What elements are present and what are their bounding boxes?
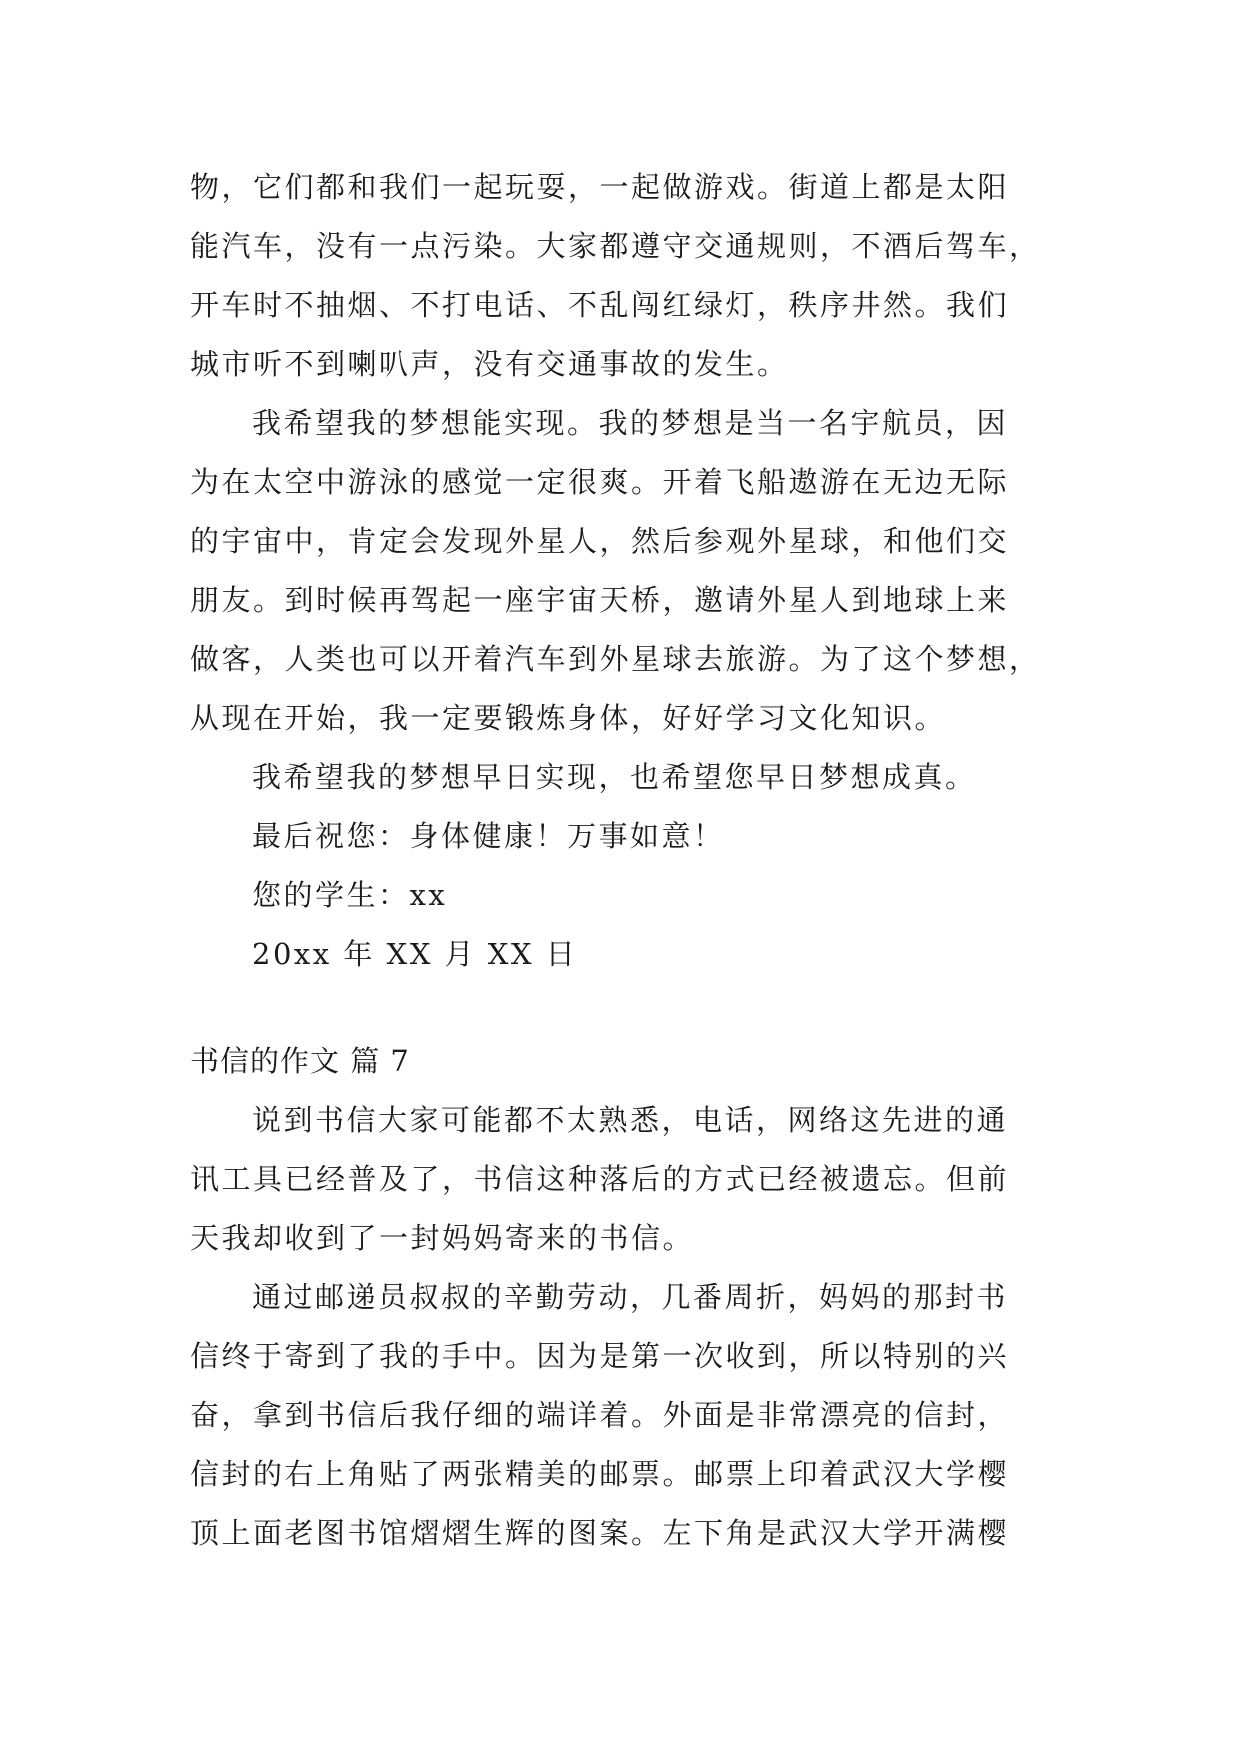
text-line: 我希望我的梦想能实现。我的梦想是当一名宇航员，因: [252, 406, 1009, 440]
text-line: 城市听不到喇叭声，没有交通事故的发生。: [190, 347, 789, 381]
closing-wish: 我希望我的梦想早日实现，也希望您早日梦想成真。: [252, 760, 977, 794]
section-spacer: [190, 984, 1060, 1032]
paragraph-continuation: [190, 158, 1060, 394]
text-line: 从现在开始，我一定要锻炼身体，好好学习文化知识。: [190, 701, 947, 735]
letter-closing: [190, 748, 1060, 984]
text-line: 信封的右上角贴了两张精美的邮票。邮票上印着武汉大学樱: [190, 1457, 1010, 1491]
text-line: 的宇宙中，肯定会发现外星人，然后参观外星球，和他们交: [190, 524, 1010, 558]
text-line: 朋友。到时候再驾起一座宇宙天桥，邀请外星人到地球上来: [190, 583, 1010, 617]
text-line: 信终于寄到了我的手中。因为是第一次收到，所以特别的兴: [190, 1339, 1010, 1373]
essay-paragraph-2: [190, 1268, 1060, 1563]
text-line: 物，它们都和我们一起玩耍，一起做游戏。街道上都是太阳: [190, 170, 1010, 204]
text-line: 天我却收到了一封妈妈寄来的书信。: [190, 1221, 695, 1255]
text-line: 开车时不抽烟、不打电话、不乱闯红绿灯，秩序井然。我们: [190, 288, 1010, 322]
closing-blessing: 最后祝您：身体健康！万事如意！: [252, 819, 725, 853]
text-line: 做客，人类也可以开着汽车到外星球去旅游。为了这个梦想，: [190, 642, 1041, 676]
text-line: 奋，拿到书信后我仔细的端详着。外面是非常漂亮的信封，: [190, 1398, 1010, 1432]
document-body: [190, 158, 1060, 1563]
text-line: 能汽车，没有一点污染。大家都遵守交通规则，不酒后驾车，: [190, 229, 1041, 263]
text-line: 说到书信大家可能都不太熟悉，电话，网络这先进的通: [252, 1103, 1009, 1137]
text-line: 讯工具已经普及了，书信这种落后的方式已经被遗忘。但前: [190, 1162, 1010, 1196]
closing-date: 20xx 年 XX 月 XX 日: [252, 937, 578, 971]
essay-paragraph-1: [190, 1091, 1060, 1268]
closing-signature: 您的学生：xx: [252, 878, 448, 912]
essay-heading: 书信的作文 篇 7: [190, 1044, 410, 1078]
essay-section-7: [190, 1032, 1060, 1563]
text-line: 通过邮递员叔叔的辛勤劳动，几番周折，妈妈的那封书: [252, 1280, 1009, 1314]
text-line: 顶上面老图书馆熠熠生辉的图案。左下角是武汉大学开满樱: [190, 1516, 1010, 1550]
paragraph-dream: [190, 394, 1060, 748]
text-line: 为在太空中游泳的感觉一定很爽。开着飞船遨游在无边无际: [190, 465, 1010, 499]
